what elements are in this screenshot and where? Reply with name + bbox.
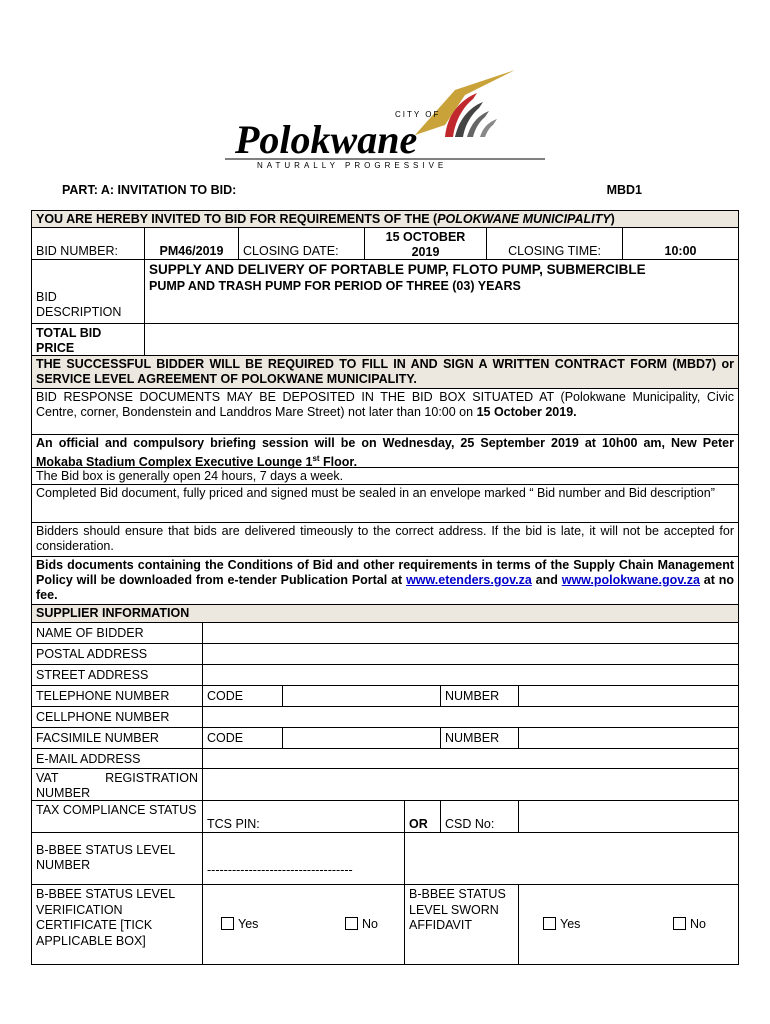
telephone-code-label: CODE — [202, 686, 282, 706]
cellphone-row — [31, 707, 739, 728]
download-end: at no fee. — [36, 573, 735, 602]
box-open-text: The Bid box is generally open 24 hours, 7 days a week. — [36, 469, 344, 483]
briefing-end: Floor. — [319, 455, 358, 470]
bbbee-level-row — [31, 833, 739, 885]
response-address: Polokwane Municipality, Civic Centre, corner, Bondenstein and Landdros Mare Street) not later than 10:00 on — [36, 390, 735, 419]
name-of-bidder-label: NAME OF BIDDER — [36, 626, 144, 640]
response-intro: BID RESPONSE DOCUMENTS MAY BE DEPOSITED IN THE BID BOX SITUATED AT ( — [36, 390, 565, 404]
logo-small-text: CITY OF — [395, 110, 441, 119]
supplier-heading-row — [31, 605, 739, 623]
name-of-bidder-field[interactable] — [202, 623, 738, 643]
total-bid-price-row — [31, 324, 739, 356]
tcs-pin-label: TCS PIN: — [202, 801, 404, 832]
download-text — [32, 557, 738, 604]
csd-label: CSD No: — [440, 801, 518, 832]
etenders-link[interactable]: www.etenders.gov.za — [406, 573, 532, 587]
logo-tagline: NATURALLY PROGRESSIVE — [257, 161, 448, 170]
cellphone-label: CELLPHONE NUMBER — [36, 710, 170, 724]
certificate-yes-label: Yes — [238, 917, 259, 931]
bid-description-label: BID DESCRIPTION — [36, 290, 122, 319]
sealed-text: Completed Bid document, fully priced and signed must be sealed in an envelope marked “ Bid number and Bid description” — [36, 486, 715, 500]
vat-label: VAT REGISTRATION NUMBER — [36, 771, 198, 800]
street-address-row — [31, 665, 739, 686]
bbbee-level-blank — [404, 833, 738, 884]
bbbee-certificate-row — [31, 885, 739, 965]
supplier-heading: SUPPLIER INFORMATION — [36, 606, 190, 620]
facsimile-code-field[interactable] — [282, 728, 440, 748]
affidavit-no-option[interactable] — [673, 917, 706, 931]
street-address-label: STREET ADDRESS — [36, 668, 149, 682]
briefing-main: An official and compulsory briefing session will be on Wednesday, 25 September 2019 at 10h00 am, New Peter Mokaba Stadium Complex Executive Lounge 1 — [36, 436, 734, 470]
tax-compliance-label: TAX COMPLIANCE STATUS — [36, 803, 197, 817]
bid-description-row — [31, 260, 739, 324]
certificate-no-checkbox[interactable] — [345, 917, 358, 930]
download-intro: Bids documents containing the Conditions of Bid and other requirements in terms of the Supply Chain Management Policy will be downloaded from e-tender Publication Portal at — [36, 558, 734, 587]
timeous-text: Bidders should ensure that bids are delivered timeously to the correct address. If the bid is late, it will not be accepted for consideration. — [36, 524, 734, 553]
city-of-polokwane-logo — [215, 65, 555, 170]
contract-notice: THE SUCCESSFUL BIDDER WILL BE REQUIRED TO FILL IN AND SIGN A WRITTEN CONTRACT FORM (MBD7) or SERVICE LEVEL AGREEMENT OF POLOKWANE MUNICIPALITY. — [36, 357, 734, 386]
bbbee-level-label: B-BBEE STATUS LEVEL NUMBER — [36, 843, 175, 872]
closing-time-value: 10:00 — [622, 228, 738, 259]
csd-field[interactable] — [518, 801, 738, 832]
or-label: OR — [404, 801, 440, 832]
certificate-tick-options — [202, 885, 404, 964]
cellphone-field[interactable] — [202, 707, 738, 727]
vat-row — [31, 769, 739, 801]
affidavit-yes-checkbox[interactable] — [543, 917, 556, 930]
postal-address-field[interactable] — [202, 644, 738, 664]
postal-address-label: POSTAL ADDRESS — [36, 647, 148, 661]
invitation-form — [31, 210, 739, 965]
telephone-number-label: NUMBER — [440, 686, 518, 706]
invite-text: YOU ARE HEREBY INVITED TO BID FOR REQUIREMENTS OF THE ( — [36, 212, 438, 226]
briefing-text — [32, 435, 738, 471]
affidavit-no-checkbox[interactable] — [673, 917, 686, 930]
entity-name: POLOKWANE MUNICIPALITY — [437, 212, 611, 226]
form-code: MBD1 — [606, 183, 642, 197]
logo-main-text: Polokwane — [235, 117, 418, 162]
bid-number-row — [31, 228, 739, 260]
email-row — [31, 749, 739, 769]
download-row — [31, 557, 739, 605]
response-row — [31, 389, 739, 435]
total-bid-price-label: TOTAL BID PRICE — [36, 326, 102, 355]
briefing-row — [31, 435, 739, 468]
response-deadline: 15 October 2019. — [476, 405, 577, 419]
tax-compliance-row — [31, 801, 739, 833]
closing-time-label: CLOSING TIME: — [486, 228, 622, 259]
description-line2: PUMP AND TRASH PUMP FOR PERIOD OF THREE (03) YEARS — [149, 279, 521, 293]
response-text — [32, 389, 738, 421]
certificate-no-option[interactable] — [345, 917, 378, 931]
telephone-code-field[interactable] — [282, 686, 440, 706]
download-and: and — [531, 573, 562, 587]
telephone-label: TELEPHONE NUMBER — [36, 689, 170, 703]
box-open-row — [31, 468, 739, 485]
facsimile-code-label: CODE — [202, 728, 282, 748]
closing-date-line1: 15 OCTOBER — [385, 230, 466, 244]
facsimile-number-label: NUMBER — [440, 728, 518, 748]
total-bid-price-field[interactable] — [144, 324, 738, 355]
polokwane-link[interactable]: www.polokwane.gov.za — [561, 573, 700, 587]
closing-date-line2: 2019 — [411, 245, 440, 259]
vat-field[interactable] — [202, 769, 738, 800]
invite-close: ) — [610, 212, 615, 226]
contract-notice-row — [31, 356, 739, 389]
bid-number-value: PM46/2019 — [144, 228, 238, 259]
bbbee-level-field[interactable]: ----------------------------------- — [202, 833, 404, 884]
name-of-bidder-row — [31, 623, 739, 644]
certificate-yes-option[interactable] — [221, 917, 258, 931]
closing-date-value — [364, 228, 486, 259]
certificate-no-label: No — [362, 917, 378, 931]
bid-number-label: BID NUMBER: — [36, 244, 118, 258]
affidavit-yes-label: Yes — [560, 917, 581, 931]
timeous-row — [31, 523, 739, 557]
facsimile-number-field[interactable] — [518, 728, 738, 748]
telephone-number-field[interactable] — [518, 686, 738, 706]
telephone-row — [31, 686, 739, 707]
part-label: PART: A: INVITATION TO BID: — [62, 183, 237, 197]
postal-address-row — [31, 644, 739, 665]
affidavit-tick-options — [518, 885, 738, 964]
sealed-row — [31, 485, 739, 523]
email-label: E-MAIL ADDRESS — [36, 752, 141, 766]
bbbee-affidavit-label: B-BBEE STATUS LEVEL SWORN AFFIDAVIT — [404, 885, 518, 964]
briefing-sup: st — [312, 454, 320, 463]
facsimile-row — [31, 728, 739, 749]
description-line1: SUPPLY AND DELIVERY OF PORTABLE PUMP, FLOTO PUMP, SUBMERCIBLE — [149, 262, 646, 277]
street-address-field[interactable] — [202, 665, 738, 685]
part-heading — [62, 183, 710, 197]
affidavit-yes-option[interactable] — [543, 917, 580, 931]
facsimile-label: FACSIMILE NUMBER — [36, 731, 159, 745]
affidavit-no-label: No — [690, 917, 706, 931]
invite-row — [31, 210, 739, 228]
bbbee-certificate-label: B-BBEE STATUS LEVEL VERIFICATION CERTIFICATE [TICK APPLICABLE BOX] — [36, 887, 175, 948]
closing-date-label: CLOSING DATE: — [238, 228, 364, 259]
certificate-yes-checkbox[interactable] — [221, 917, 234, 930]
bid-description-value — [144, 260, 738, 323]
email-field[interactable] — [202, 749, 738, 768]
